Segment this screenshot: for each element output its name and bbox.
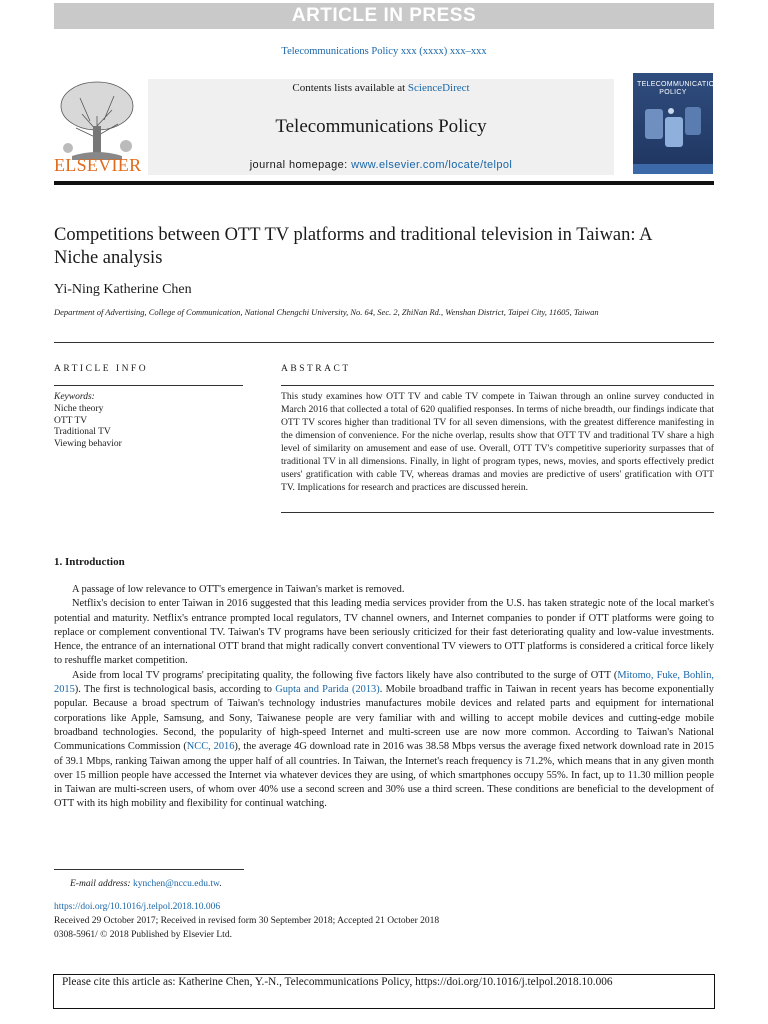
issn-copyright: 0308-5961/ © 2018 Published by Elsevier Ltd. [54, 930, 232, 940]
text-run: ). The first is technological basis, according to [74, 684, 276, 696]
contents-prefix: Contents lists available at [292, 82, 408, 94]
sciencedirect-link[interactable]: ScienceDirect [407, 82, 470, 94]
journal-homepage-link[interactable]: www.elsevier.com/locate/telpol [351, 159, 513, 171]
journal-cover-image [633, 73, 725, 174]
keyword-item: Niche theory [54, 404, 104, 414]
homepage-prefix: journal homepage: [249, 159, 352, 171]
introduction-body [54, 583, 714, 812]
citation-link[interactable]: Gupta and Parida (2013) [275, 684, 380, 696]
keyword-item: OTT TV [54, 415, 88, 426]
email-suffix: . [219, 879, 222, 889]
header-rule [54, 181, 714, 185]
paragraph: A passage of low relevance to OTT's emergence in Taiwan's market is removed. [72, 584, 405, 595]
article-in-press-banner [54, 3, 714, 29]
article-info-heading: ARTICLE INFO [54, 364, 149, 374]
paragraph [54, 669, 714, 812]
text-run: ), the average 4G download rate in 2016 was 38.58 Mbps versus the average fixed network download rate in 2015 of 39.1 Mbps, ranking Taiwan among the upper half of all countries. In Taiwan, the Internet's reach frequency is 71.2%, which means that in any given month over 15 million people have accessed the Internet via whatever devices they are using, of which smartphones occupy 55%. In fact, up to 11.30 million people in Taiwan are multi-screen users, of whom over 40% use a second screen and 30% use a third screen. These conditions are beneficial to the development of OTT with its high mobility and flexibility for continual watching. [54, 741, 714, 810]
email-label: E-mail address: [70, 879, 131, 889]
keywords-list [54, 404, 122, 451]
footnote-rule [54, 869, 244, 870]
abstract-text: This study examines how OTT TV and cable TV compete in Taiwan through an online survey conducted in March 2016 that collected a total of 620 qualified responses. In terms of niche breadth, our findings indicate that OTT TV scores higher than traditional TV for all seven dimensions, with the greatest difference manifesting in the dimension of convenience. For the niche overlap, results show that OTT TV and traditional TV share a high level of similarity on amusement and ease of use. Overall, OTT TV's competitive superiority surpasses that of traditional TV in all dimensions. Finally, in light of program types, news, movies, and sports effectively predict users' gratification with cable TV, whereas dramas and movies are predictive of users' gratification with OTT TV. Implications for research and practices are discussed herein. [281, 391, 714, 493]
keyword-item: Traditional TV [54, 427, 111, 438]
section-heading-introduction: 1. Introduction [54, 556, 125, 568]
paragraph: Netflix's decision to enter Taiwan in 2016 suggested that this leading media services provider from the U.S. has taken strategic note of the local market's potential and maturity. Netflix's entrance prompted local regulators, TV channel owners, and Internet companies to ponder if OTT platforms were going to replace or complement conventional TV. Taiwan's TV programs have been seriously criticized for their fast deteriorating quality and low-value investments. Hence, the entrance of an international OTT brand that might radically convert conventional TV viewers to OTT platforms is considered a critical force likely to reshuffle market competition. [54, 598, 714, 667]
elsevier-wordmark: ELSEVIER [54, 155, 142, 175]
article-info-rule [54, 385, 243, 386]
article-in-press-label: ARTICLE IN PRESS [291, 5, 477, 26]
citation-link[interactable]: Mitomo, Fuke, Bohlin, 2015 [54, 669, 714, 696]
author-affiliation: Department of Advertising, College of Communication, National Chengchi University, No. 64, Sec. 2, ZhiNan Rd., Wenshan District, Taipei City, 11605, Taiwan [54, 307, 599, 317]
cover-footer-band [633, 164, 713, 174]
received-dates: Received 29 October 2017; Received in revised form 30 September 2018; Accepted 21 October 2018 [54, 916, 440, 926]
citation-link[interactable]: NCC, 2016 [186, 741, 235, 753]
cover-illustration [641, 103, 705, 155]
abstract-bottom-rule [281, 512, 714, 513]
abstract-heading: ABSTRACT [281, 364, 351, 374]
text-run: Aside from local TV programs' precipitating quality, the following five factors likely have also contributed to the surge of OTT ( [72, 669, 618, 681]
author-name: Yi-Ning Katherine Chen [54, 282, 192, 297]
journal-name: Telecommunications Policy [275, 116, 487, 137]
article-title: Competitions between OTT TV platforms and traditional television in Taiwan: A Niche analysis [54, 225, 652, 268]
cover-title: TELECOMMUNICATIONS POLICY [637, 81, 725, 96]
journal-citation-line[interactable]: Telecommunications Policy xxx (xxxx) xxx–xxx [281, 46, 487, 57]
text-run: . Mobile broadband traffic in Taiwan in recent years has become exponentially popular. Because a broad spectrum of Taiwan's technology industries manufactures mobile devices and related parts and equipment for international corporations like Apple, Samsung, and Sony, Taiwanese people are very familiar with and willing to accept mobile devices and cutting-edge mobile broadband technologies. Second, the popularity of high-speed Internet and multi-screen use are now more common. According to Taiwan's National Communications Commission ( [54, 684, 714, 753]
doi-link[interactable]: https://doi.org/10.1016/j.telpol.2018.10.006 [54, 902, 221, 912]
abstract-rule [281, 385, 714, 386]
front-matter-rule [54, 342, 714, 343]
contents-availability-line [148, 82, 614, 94]
keyword-item: Viewing behavior [54, 439, 122, 450]
cite-this-article-text: Please cite this article as: Katherine Chen, Y.-N., Telecommunications Policy, https://doi.org/10.1016/j.telpol.2018.10.006 [62, 976, 613, 988]
email-link[interactable]: kynchen@nccu.edu.tw [132, 879, 220, 889]
journal-homepage-line [148, 159, 614, 171]
keywords-label: Keywords: [54, 392, 95, 402]
email-footnote [70, 879, 222, 889]
